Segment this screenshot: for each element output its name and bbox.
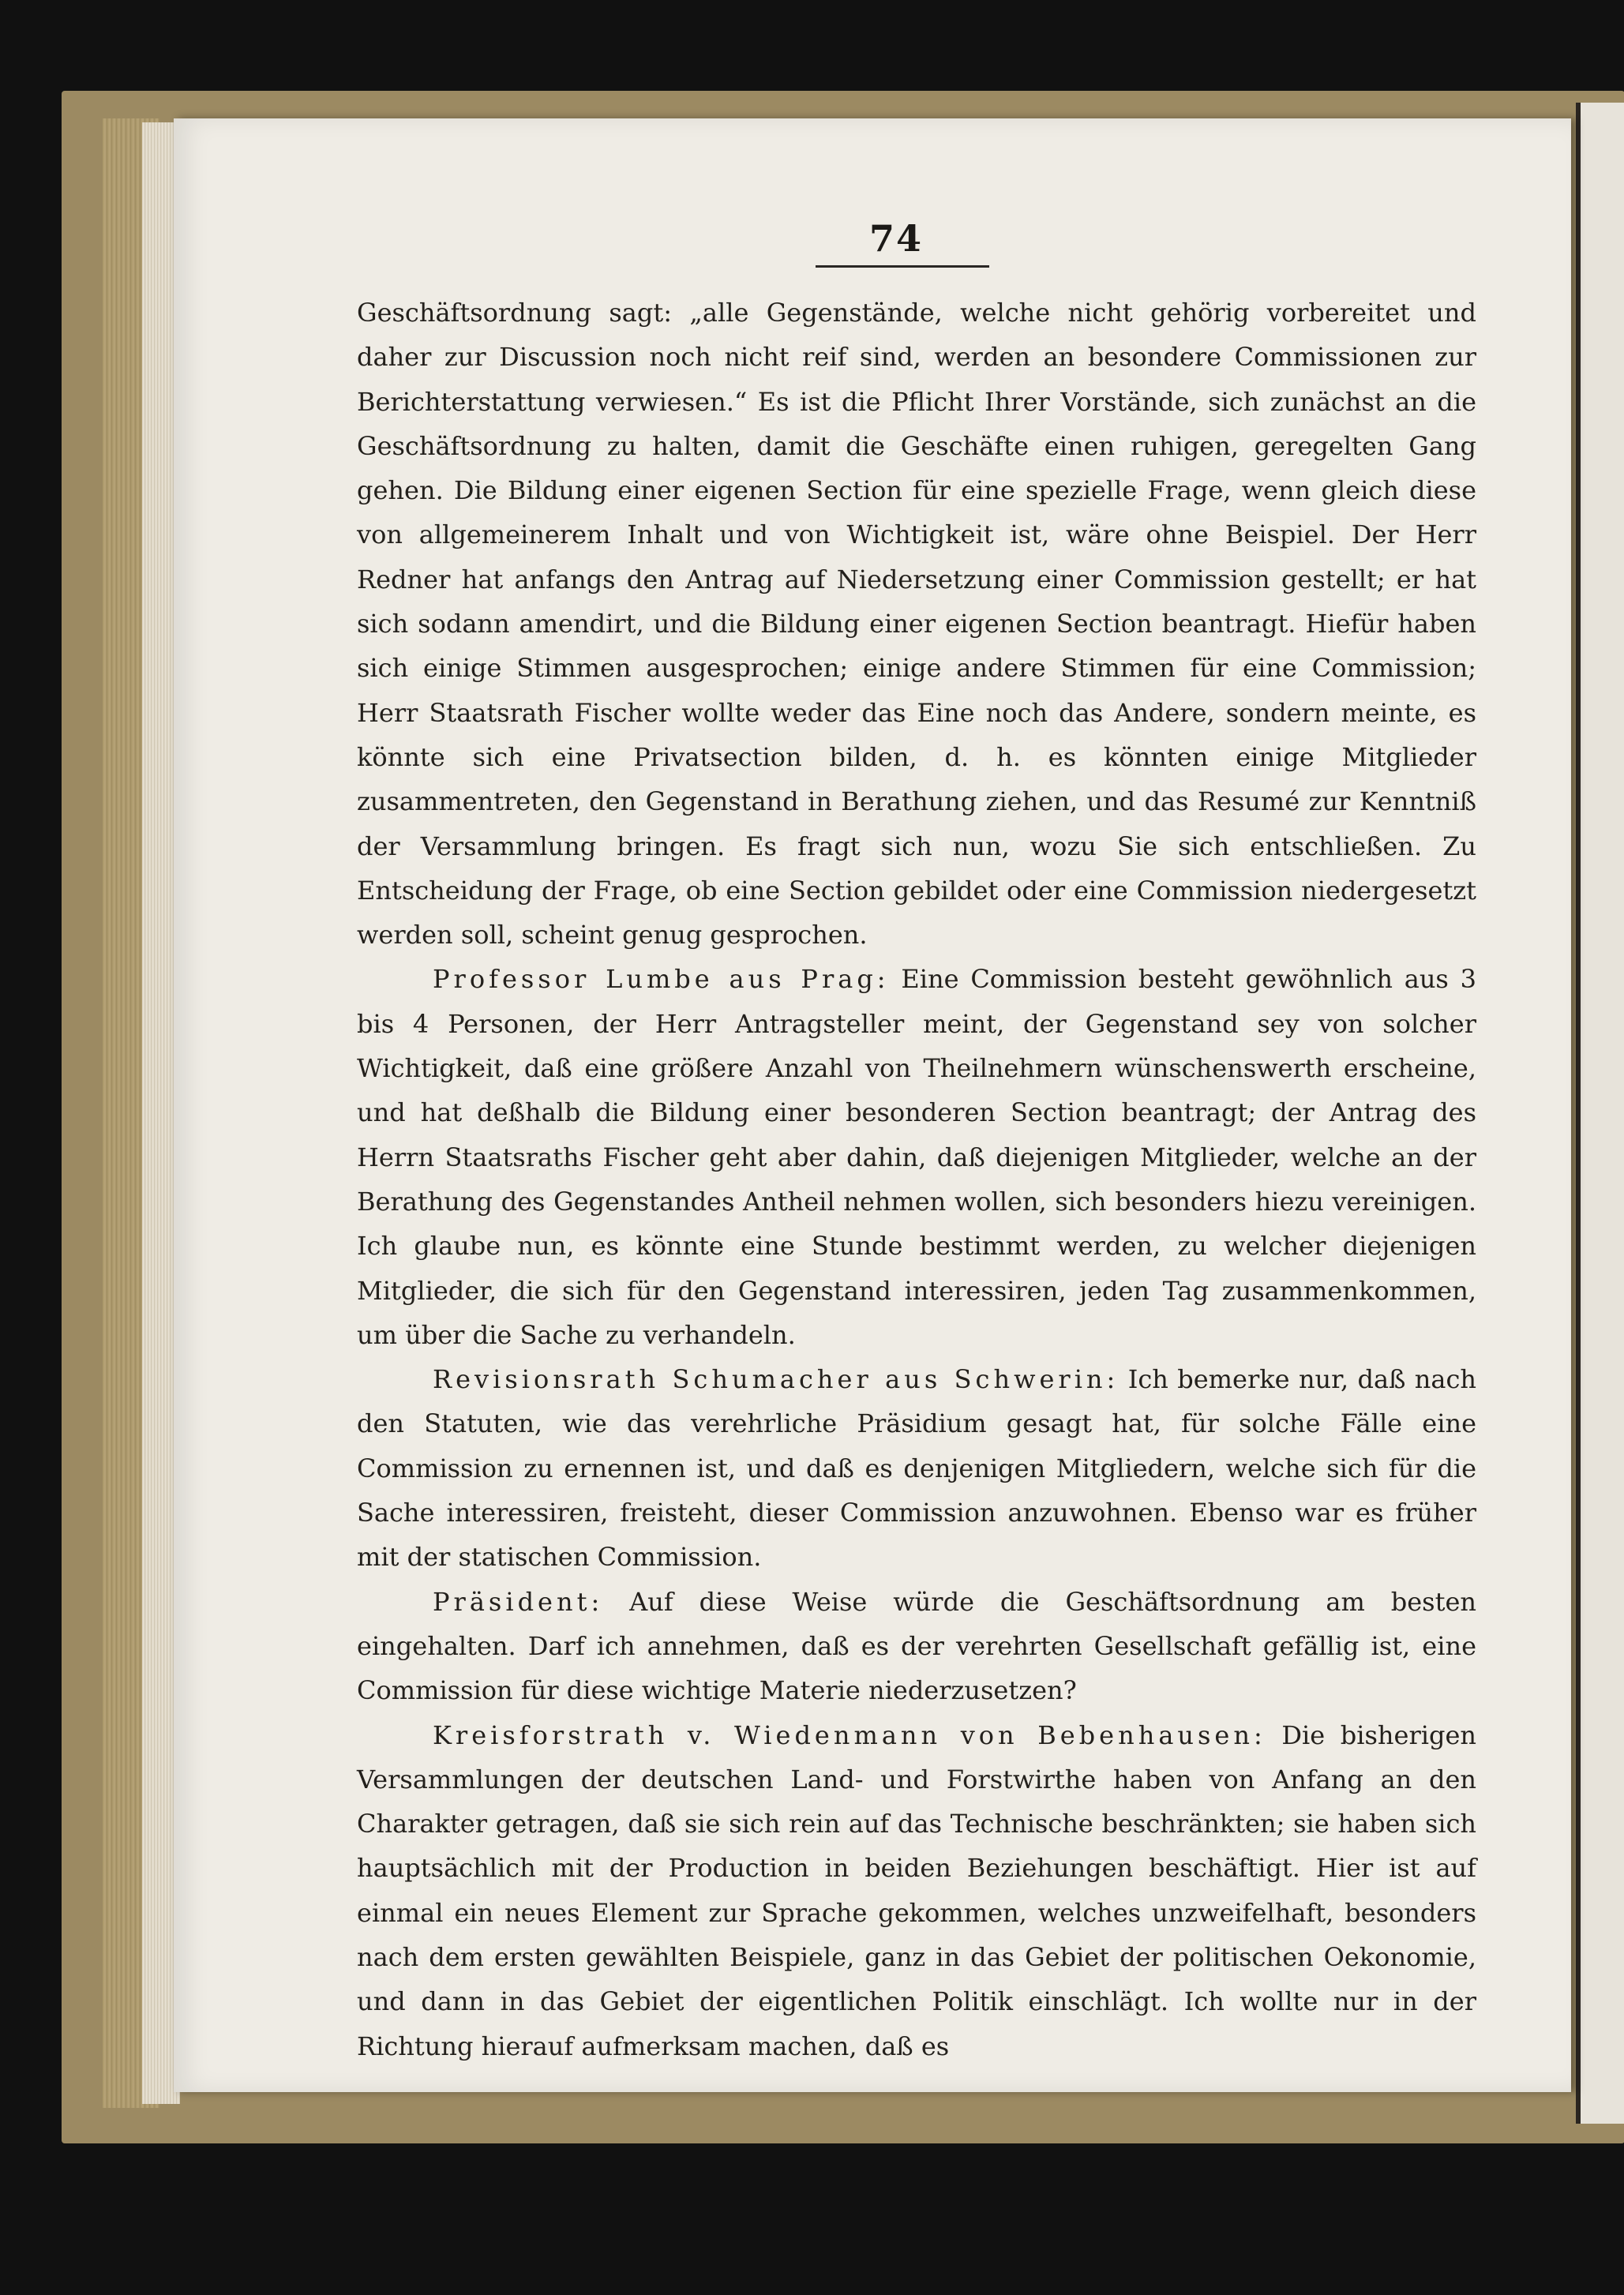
paragraph-speech [357, 1357, 1476, 1579]
speaker-name: Revisionsrath Schumacher aus Schwerin: [433, 1364, 1120, 1395]
paragraph-text: Die bisherigen Versammlungen der deutschen Land- und Forstwirthe haben von Anfang an den Charakter getragen, daß sie sich rein auf das Technische beschränkten; sie haben sich hauptsächlich mit der Production in beiden Beziehungen beschäftigt. Hier ist auf einmal ein neues Element zur Sprache gekommen, welches unzweifelhaft, besonders nach dem ersten gewählten Beispiele, ganz in das Gebiet der politischen Oekonomie, und dann in das Gebiet der eigentlichen Politik einschlägt. Ich wollte nur in der Richtung hierauf aufmerksam machen, daß es [357, 1719, 1477, 2061]
paragraph-text: Auf diese Weise würde die Geschäftsordnung am besten eingehalten. Darf ich annehmen, daß es der verehrten Gesellschaft gefällig ist, eine Commission für diese wichtige Materie niederzusetzen? [357, 1586, 1476, 1706]
paragraph-text: Eine Commission besteht gewöhnlich aus 3 bis 4 Personen, der Herr Antragsteller meint, der Gegenstand sey von solcher Wichtigkeit, daß eine größere Anzahl von Theilnehmern wünschenswerth erscheine, und hat deßhalb die Bildung einer besonderen Section beantragt; der Antrag des Herrn Staatsraths Fischer geht aber dahin, daß diejenigen Mitglieder, welche an der Berathung des Gegenstandes Antheil nehmen wollen, sich besonders hiezu vereinigen. Ich glaube nun, es könnte eine Stunde bestimmt werden, zu welcher diejenigen Mitglieder, die sich für den Gegenstand interessiren, jeden Tag zusammenkommen, um über die Sache zu verhandeln. [357, 964, 1476, 1350]
facing-page-edge [1576, 103, 1624, 2124]
speaker-name: Kreisforstrath v. Wiedenmann von Bebenhausen: [433, 1719, 1266, 1750]
paragraph-speech [357, 1580, 1476, 1713]
paragraph-text: Geschäftsordnung sagt: „alle Gegenstände, welche nicht gehörig vorbereitet und daher zur Discussion noch nicht reif sind, werden an besondere Commissionen zur Berichterstattung verwiesen.“ Es ist die Pflicht Ihrer Vorstände, sich zunächst an die Geschäftsordnung zu halten, damit die Geschäfte einen ruhigen, geregelten Gang gehen. Die Bildung einer eigenen Section für eine spezielle Frage, wenn gleich diese von allgemeinerem Inhalt und von Wichtigkeit ist, wäre ohne Beispiel. Der Herr Redner hat anfangs den Antrag auf Niedersetzung einer Commission gestellt; er hat sich sodann amendirt, und die Bildung einer eigenen Section beantragt. Hiefür haben sich einige Stimmen ausgesprochen; einige andere Stimmen für eine Commission; Herr Staatsrath Fischer wollte weder das Eine noch das Andere, sondern meinte, es könnte sich eine Privatsection bilden, d. h. es könnten einige Mitglieder zusammentreten, den Gegenstand in Berathung ziehen, und das Resumé zur Kenntniß der Versammlung bringen. Es fragt sich nun, wozu Sie sich entschließen. Zu Entscheidung der Frage, ob eine Section gebildet oder eine Commission niedergesetzt werden soll, scheint genug gesprochen. [357, 298, 1476, 951]
paragraph-continuation [357, 291, 1476, 957]
paragraph-speech [357, 1713, 1476, 2068]
speaker-name: Präsident: [433, 1586, 604, 1617]
page-number: 74 [868, 217, 923, 260]
paragraph-text: Ich bemerke nur, daß nach den Statuten, wie das verehrliche Präsidium gesagt hat, für solche Fälle eine Commission zu ernennen ist, und daß es denjenigen Mitgliedern, welche sich für die Sache interessiren, freisteht, dieser Commission anzuwohnen. Ebenso war es früher mit der statischen Commission. [357, 1364, 1477, 1573]
paragraph-speech [357, 957, 1476, 1357]
speaker-name: Professor Lumbe aus Prag: [433, 964, 890, 995]
body-text [357, 291, 1476, 2068]
page-number-rule [816, 265, 989, 268]
